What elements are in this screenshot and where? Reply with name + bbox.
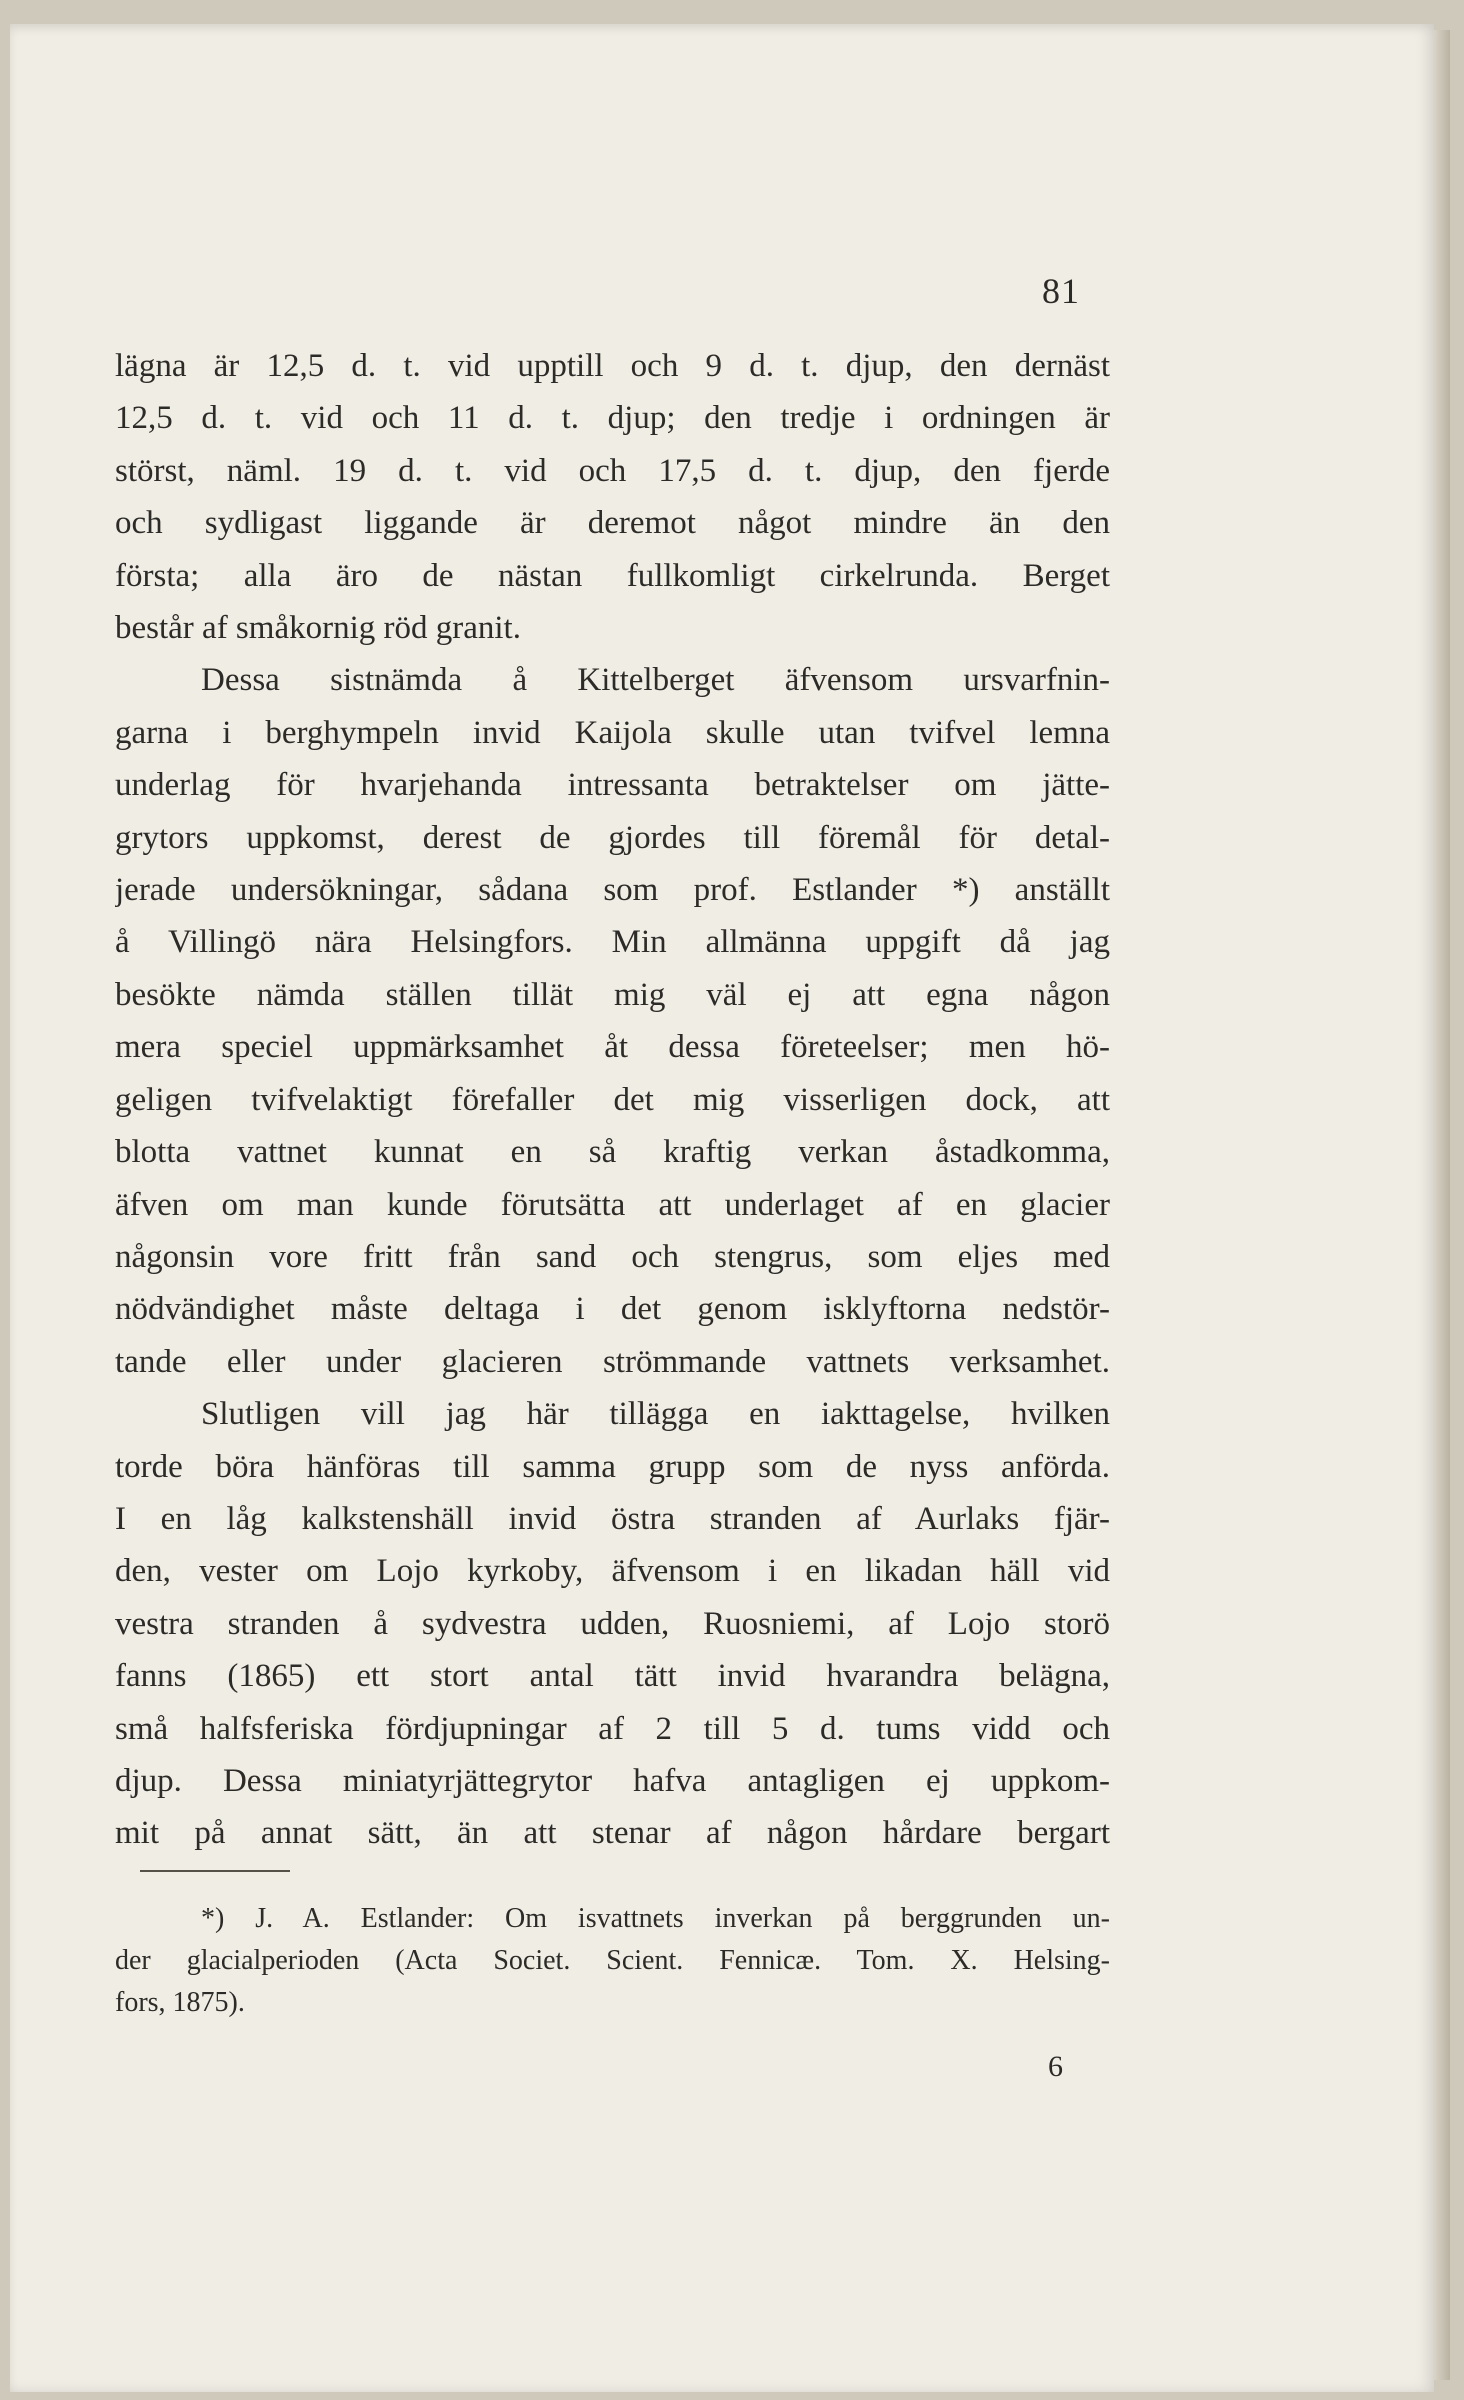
body-line: jerade undersökningar, sådana som prof. Estlander *) anställt — [115, 872, 1110, 909]
body-line: mera speciel uppmärksamhet åt dessa företeelser; men hö- — [115, 1029, 1110, 1066]
body-line: fanns (1865) ett stort antal tätt invid hvarandra belägna, — [115, 1658, 1110, 1695]
footnote-line: *) J. A. Estlander: Om isvattnets inverkan på berggrunden un- — [201, 1903, 1110, 1934]
body-line: Dessa sistnämda å Kittelberget äfvensom ursvarfnin- — [201, 662, 1110, 699]
footnote-line: der glacialperioden (Acta Societ. Scient. Fennicæ. Tom. X. Helsing- — [115, 1945, 1110, 1976]
body-line: lägna är 12,5 d. t. vid upptill och 9 d. t. djup, den dernäst — [115, 348, 1110, 384]
body-line: tande eller under glacieren strömmande vattnets verksamhet. — [115, 1343, 1110, 1380]
body-line: blotta vattnet kunnat en så kraftig verkan åstadkomma, — [115, 1134, 1110, 1171]
body-line: vestra stranden å sydvestra udden, Ruosniemi, af Lojo storö — [115, 1605, 1110, 1642]
body-line: består af småkornig röd granit. — [115, 610, 521, 647]
body-line: underlag för hvarjehanda intressanta betraktelser om jätte- — [115, 767, 1110, 804]
signature-mark: 6 — [1048, 2050, 1063, 2083]
body-line: garna i berghympeln invid Kaijola skulle utan tvifvel lemna — [115, 714, 1110, 751]
body-line: störst, näml. 19 d. t. vid och 17,5 d. t. djup, den fjerde — [115, 452, 1110, 489]
body-line: och sydligast liggande är deremot något mindre än den — [115, 505, 1110, 542]
body-line: torde böra hänföras till samma grupp som de nyss anförda. — [115, 1448, 1110, 1485]
body-line: den, vester om Lojo kyrkoby, äfvensom i en likadan häll vid — [115, 1553, 1110, 1590]
body-line: I en låg kalkstenshäll invid östra stranden af Aurlaks fjär- — [115, 1500, 1110, 1537]
page-edge — [1434, 30, 1450, 2380]
body-text — [115, 340, 1110, 1860]
body-line: geligen tvifvelaktigt förefaller det mig visserligen dock, att — [115, 1081, 1110, 1118]
body-line: 12,5 d. t. vid och 11 d. t. djup; den tredje i ordningen är — [115, 400, 1110, 437]
footnotes — [115, 1898, 1110, 2024]
body-line: Slutligen vill jag här tillägga en iakttagelse, hvilken — [201, 1396, 1110, 1433]
page-number: 81 — [1042, 271, 1080, 311]
body-line: djup. Dessa miniatyrjättegrytor hafva antagligen ej uppkom- — [115, 1762, 1110, 1799]
body-line: mit på annat sätt, än att stenar af någon hårdare bergart — [115, 1815, 1110, 1852]
body-line: å Villingö nära Helsingfors. Min allmänna uppgift då jag — [115, 924, 1110, 961]
body-line: små halfsferiska fördjupningar af 2 till 5 d. tums vidd och — [115, 1710, 1110, 1747]
body-line: någonsin vore fritt från sand och stengrus, som eljes med — [115, 1238, 1110, 1275]
body-line: första; alla äro de nästan fullkomligt cirkelrunda. Berget — [115, 557, 1110, 594]
body-line: besökte nämda ställen tillät mig väl ej att egna någon — [115, 976, 1110, 1013]
footnote-line: fors, 1875). — [115, 1987, 245, 2018]
footnote-rule — [140, 1870, 290, 1872]
body-line: äfven om man kunde förutsätta att underlaget af en glacier — [115, 1186, 1110, 1223]
body-line: nödvändighet måste deltaga i det genom isklyftorna nedstör- — [115, 1291, 1110, 1328]
body-line: grytors uppkomst, derest de gjordes till föremål för detal- — [115, 819, 1110, 856]
